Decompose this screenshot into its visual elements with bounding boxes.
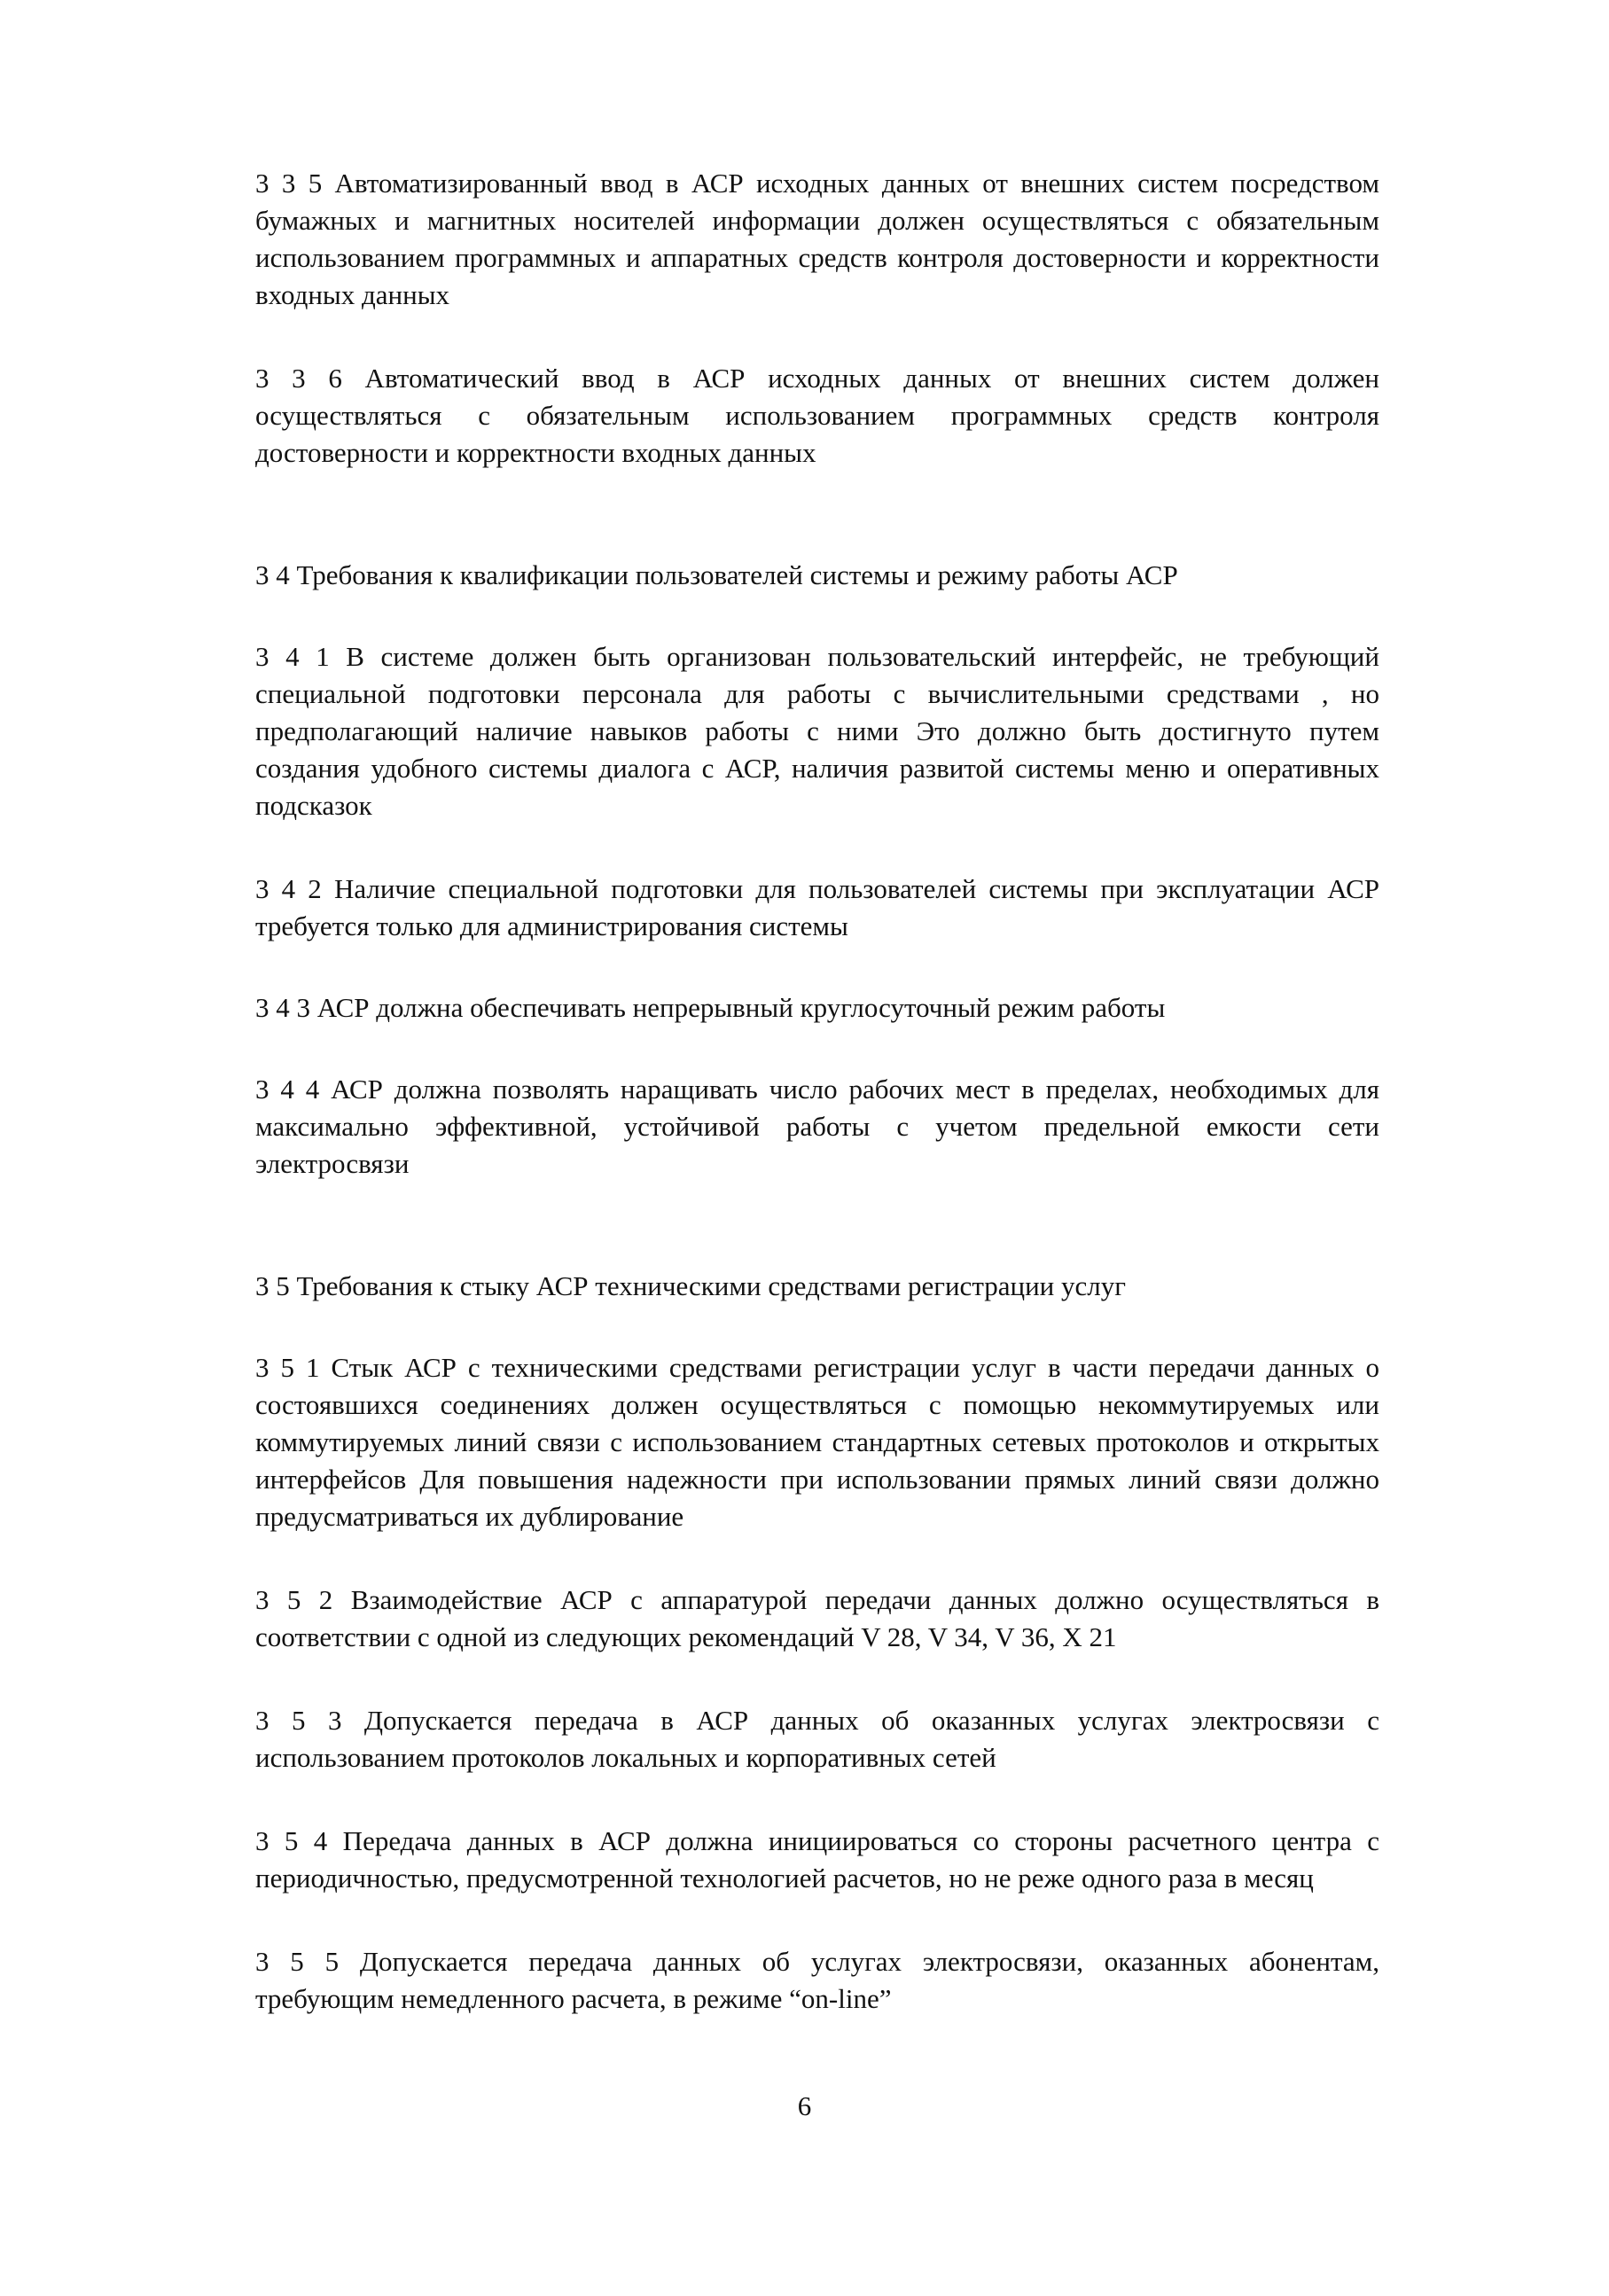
paragraph-3-4-2: 3 4 2 Наличие специальной подготовки для пользователей системы при эксплуатации АСР требуется только для администрирования системы — [255, 873, 1379, 941]
paragraph-3-4-3: 3 4 3 АСР должна обеспечивать непрерывный круглосуточный режим работы — [255, 992, 1166, 1023]
paragraph-3-3-6: 3 3 6 Автоматический ввод в АСР исходных данных от внешних систем должен осуществляться с обязательным использованием программных средств контроля достоверности и корректности входных данных — [255, 363, 1379, 468]
paragraph-3-4-4: 3 4 4 АСР должна позволять наращивать число рабочих мест в пределах, необходимых для максимально эффективной, устойчивой работы с учетом предельной емкости сети электросвязи — [255, 1074, 1379, 1179]
paragraph-3-5-3: 3 5 3 Допускается передача в АСР данных об оказанных услугах электросвязи с использованием протоколов локальных и корпоративных сетей — [255, 1705, 1379, 1773]
section-heading-3-4: 3 4 Требования к квалификации пользователей системы и режиму работы АСР — [255, 559, 1178, 590]
paragraph-3-3-5: 3 3 5 Автоматизированный ввод в АСР исходных данных от внешних систем посредством бумажных и магнитных носителей информации должен осуществляться с обязательным использованием программных и аппаратных средств контроля достоверности и корректности входных данных — [255, 168, 1379, 310]
section-heading-3-5: 3 5 Требования к стыку АСР техническими средствами регистрации услуг — [255, 1270, 1126, 1301]
paragraph-3-4-1: 3 4 1 В системе должен быть организован пользовательский интерфейс, не требующий специальной подготовки персонала для работы с вычислительными средствами , но предполагающий наличие навыков работы с ними Это должно быть достигнуто путем создания удобного системы диалога с АСР, наличия развитой системы меню и оперативных подсказок — [255, 641, 1379, 821]
text-column — [255, 165, 1379, 2018]
paragraph-3-5-4: 3 5 4 Передача данных в АСР должна инициироваться со стороны расчетного центра с периодичностью, предусмотренной технологией расчетов, но не реже одного раза в месяц — [255, 1825, 1379, 1894]
paragraph-3-5-2: 3 5 2 Взаимодействие АСР с аппаратурой передачи данных должно осуществляться в соответствии с одной из следующих рекомендаций V 28, V 34, V 36, X 21 — [255, 1584, 1379, 1652]
page-number: 6 — [797, 2090, 812, 2121]
paragraph-3-5-1: 3 5 1 Стык АСР с техническими средствами регистрации услуг в части передачи данных о состоявшихся соединениях должен осуществляться с помощью некоммутируемых или коммутируемых линий связи с использованием стандартных сетевых протоколов и открытых интерфейсов Для повышения надежности при использовании прямых линий связи должно предусматриваться их дублирование — [255, 1352, 1379, 1532]
paragraph-3-5-5: 3 5 5 Допускается передача данных об услугах электросвязи, оказанных абонентам, требующим немедленного расчета, в режиме “on-line” — [255, 1946, 1379, 2014]
